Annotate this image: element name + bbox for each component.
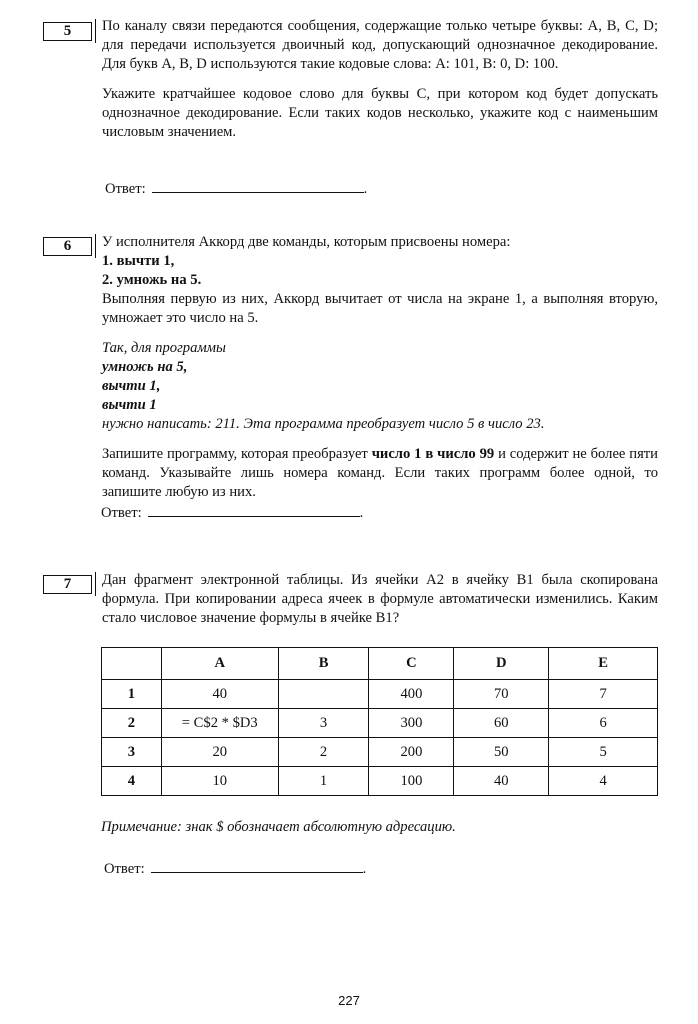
example-command: умножь на 5,: [102, 359, 188, 375]
column-header-b: B: [278, 648, 369, 680]
task-question: Укажите кратчайшее кодовое слово для буквы C, при котором код будет допускать однозначное декодирование. Если таких кодов несколько, укажите код с наименьшим числовым значением.: [102, 86, 658, 140]
answer-suffix: .: [362, 861, 367, 877]
answer-row: [105, 178, 367, 199]
column-header-a: A: [161, 648, 278, 680]
task-number-box: 5: [43, 22, 92, 41]
cell-d1: 70: [454, 680, 549, 709]
task-number-box: 6: [43, 237, 92, 256]
task-question: [102, 445, 658, 502]
command-1: 1. вычти 1,: [102, 253, 175, 269]
answer-label: Ответ:: [101, 505, 142, 521]
answer-label: Ответ:: [104, 861, 145, 877]
question-highlight: число 1 в число 99: [371, 446, 495, 462]
row-header: 1: [102, 680, 162, 709]
corner-cell: [102, 648, 162, 680]
page-number: 227: [338, 993, 360, 1008]
example-command: вычти 1,: [102, 378, 161, 394]
task-text: По каналу связи передаются сообщения, содержащие только четыре буквы: A, B, C, D; для передачи используется двоичный код, допускающий однозначное декодирование. Для букв A, B, D используются такие кодовые слова: A: 101, B: 0, D: 100.: [102, 18, 658, 72]
example-intro: Так, для программы: [102, 340, 226, 356]
question-text: Запишите программу, которая преобразует: [102, 446, 372, 462]
table-row: [102, 738, 658, 767]
task-body: [102, 17, 658, 142]
answer-row: [104, 858, 366, 879]
spreadsheet-table: [101, 647, 658, 796]
cell-a2: = C$2 * $D3: [161, 709, 278, 738]
answer-row: [101, 502, 363, 523]
answer-field[interactable]: [148, 502, 360, 517]
cell-a1: 40: [161, 680, 278, 709]
cell-d2: 60: [454, 709, 549, 738]
answer-field[interactable]: [152, 178, 364, 193]
row-header: 4: [102, 767, 162, 796]
example-result: нужно написать: 211. Эта программа преобразует число 5 в число 23.: [102, 416, 545, 432]
task-description: Выполняя первую из них, Аккорд вычитает от числа на экране 1, а выполняя вторую, умножает это число на 5.: [102, 291, 658, 326]
answer-field[interactable]: [151, 858, 363, 873]
table-header-row: [102, 648, 658, 680]
table-row: [102, 680, 658, 709]
answer-suffix: .: [359, 505, 364, 521]
cell-c4: 100: [369, 767, 454, 796]
table-row: [102, 709, 658, 738]
table-row: [102, 767, 658, 796]
answer-label: Ответ:: [105, 181, 146, 197]
task-note: Примечание: знак $ обозначает абсолютную адресацию.: [101, 819, 456, 835]
cell-c1: 400: [369, 680, 454, 709]
task-body: [102, 571, 658, 628]
task-number-box: 7: [43, 575, 92, 594]
cell-a4: 10: [161, 767, 278, 796]
cell-d4: 40: [454, 767, 549, 796]
cell-e4: 4: [549, 767, 658, 796]
cell-e1: 7: [549, 680, 658, 709]
cell-d3: 50: [454, 738, 549, 767]
cell-b2: 3: [278, 709, 369, 738]
row-header: 3: [102, 738, 162, 767]
example-command: вычти 1: [102, 397, 157, 413]
task-intro: У исполнителя Аккорд две команды, которым присвоены номера:: [102, 234, 511, 250]
question-text: и содержит не более пяти команд. Указывайте лишь номера команд. Если таких программ более одной, то запишите любую из них.: [102, 446, 658, 500]
column-header-d: D: [454, 648, 549, 680]
cell-e2: 6: [549, 709, 658, 738]
column-header-e: E: [549, 648, 658, 680]
cell-a3: 20: [161, 738, 278, 767]
cell-b4: 1: [278, 767, 369, 796]
cell-c2: 300: [369, 709, 454, 738]
cell-c3: 200: [369, 738, 454, 767]
answer-suffix: .: [363, 181, 368, 197]
task-body: [102, 233, 658, 502]
cell-e3: 5: [549, 738, 658, 767]
row-header: 2: [102, 709, 162, 738]
column-header-c: C: [369, 648, 454, 680]
cell-b3: 2: [278, 738, 369, 767]
cell-b1: [278, 680, 369, 709]
task-text: Дан фрагмент электронной таблицы. Из ячейки A2 в ячейку B1 была скопирована формула. При копировании адреса ячеек в формуле автоматически изменились. Каким стало числовое значение формулы в ячейке B1?: [102, 572, 658, 626]
command-2: 2. умножь на 5.: [102, 272, 202, 288]
